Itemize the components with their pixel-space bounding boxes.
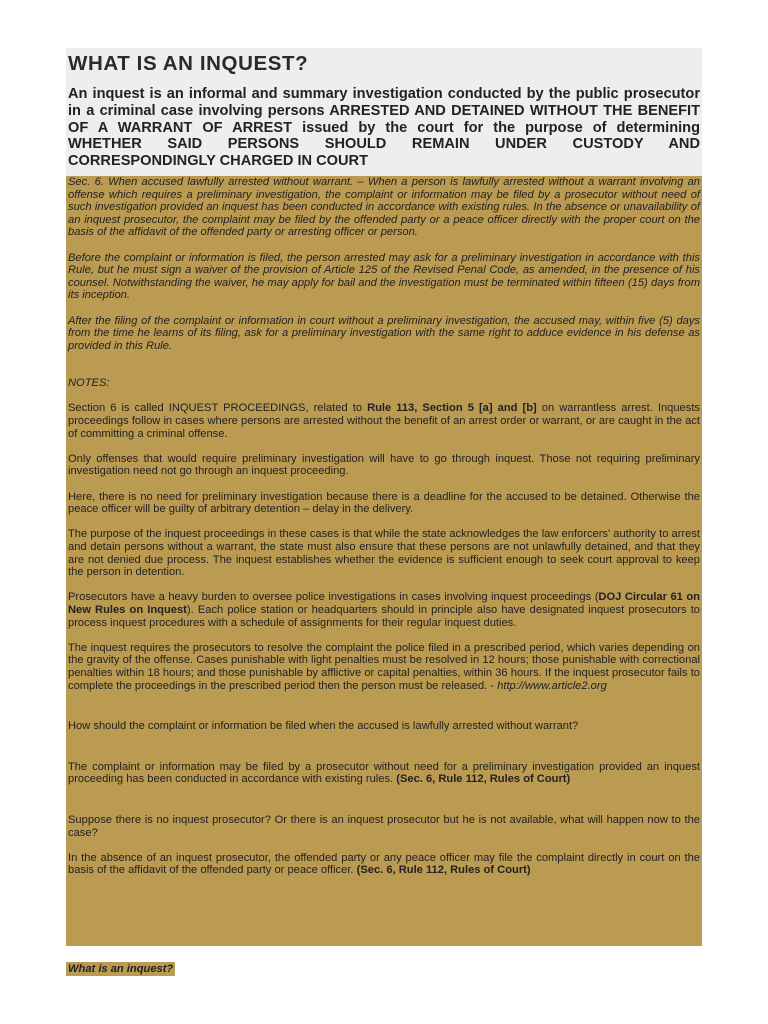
sec6-paragraph-3: After the filing of the complaint or information in court without a preliminary investigation, the accused may, within five (5) days from the time he learns of its filing, ask for a preliminary investigation with the same right to adduce evidence in his defense as provided in this Rule. xyxy=(68,314,700,352)
question-1: How should the complaint or information be filed when the accused is lawfully arrested without warrant? xyxy=(68,720,579,733)
source-link[interactable]: http://www.article2.org xyxy=(497,679,607,692)
answer-1-citation: (Sec. 6, Rule 112, Rules of Court) xyxy=(396,773,571,786)
sec6-paragraph-2: Before the complaint or information is filed, the person arrested may ask for a preliminary investigation in accordance with this Rule, but he must sign a waiver of the provision of Article 125 of the Revised Penal Code, as amended, in the presence of his counsel. Notwithstanding the waiver, he may apply for bail and the investigation must be terminated within fifteen (15) days from its inception. xyxy=(68,251,700,302)
answer-1: The complaint or information may be filed by a prosecutor without need for a preliminary investigation provided an inquest proceeding has been conducted in accordance with existing rules. (Sec. 6, Rule 112, Rules of Court) xyxy=(68,760,700,786)
answer-2: In the absence of an inquest prosecutor, the offended party or any peace officer may file the complaint directly in court on the basis of the affidavit of the offended party or peace officer. (Sec. 6, Rule 112, Rules of Court) xyxy=(68,851,700,877)
answer-2-citation: (Sec. 6, Rule 112, Rules of Court) xyxy=(356,864,531,877)
note-3: Here, there is no need for preliminary investigation because there is a deadline for the accused to be detained. Otherwise the peace officer will be guilty of arbitrary detention – delay in the delivery. xyxy=(68,490,700,516)
title-block xyxy=(66,48,702,176)
notes-label: NOTES: xyxy=(68,377,110,390)
document-page xyxy=(66,48,702,946)
content-body xyxy=(66,176,702,946)
question-2: Suppose there is no inquest prosecutor? Or there is an inquest prosecutor but he is not available, what will happen now to the case? xyxy=(68,813,700,839)
note-5: Prosecutors have a heavy burden to oversee police investigations in cases involving inquest proceedings (DOJ Circular 61 on New Rules on Inquest). Each police station or headquarters should in principle also have designated inquest prosecutors to process inquest procedures with a schedule of assignments for their regular inquest duties. xyxy=(68,591,700,629)
note-6: The inquest requires the prosecutors to resolve the complaint the police filed in a prescribed period, which varies depending on the gravity of the offense. Cases punishable with light penalties must be resolved in 12 hours; those punishable with correctional penalties within 18 hours; and those punishable by afflictive or capital penalties, within 36 hours. If the inquest prosecutor fails to complete the proceedings in the prescribed period then the person must be released. - http://www.article2.org xyxy=(68,641,700,692)
footer-question: What is an inquest? xyxy=(68,963,174,975)
sec6-paragraph-1: Sec. 6. When accused lawfully arrested without warrant. – When a person is lawfully arrested without a warrant involving an offense which requires a preliminary investigation, the complaint or information may be filed by a prosecutor without need of such investigation provided an inquest has been conducted in accordance with existing rules. In the absence or unavailability of an inquest prosecutor, the complaint may be filed by the offended party or a peace officer directly with the proper court on the basis of the affidavit of the offended party or arresting officer or person. xyxy=(68,175,700,239)
rule-reference: Rule 113, Section 5 [a] and [b] xyxy=(367,402,537,415)
lead-definition: An inquest is an informal and summary investigation conducted by the public prosecutor in a criminal case involving persons ARRESTED AND DETAINED WITHOUT THE BENEFIT OF A WARRANT OF ARREST issued by the court for the purpose of determining WHETHER SAID PERSONS SHOULD REMAIN UNDER CUSTODY AND CORRESPONDINGLY CHARGED IN COURT xyxy=(68,86,700,170)
note-2: Only offenses that would require preliminary investigation will have to go through inquest. Those not requiring preliminary investigation need not go through an inquest proceeding. xyxy=(68,452,700,478)
note-4: The purpose of the inquest proceedings in these cases is that while the state acknowledges the law enforcers' authority to arrest and detain persons without a warrant, the state must also ensure that these persons are not unlawfully detained, and that they are not denied due process. The inquest establishes whether the evidence is sufficient enough to seek court approval to keep the person in detention. xyxy=(68,528,700,579)
note-1: Section 6 is called INQUEST PROCEEDINGS, related to Rule 113, Section 5 [a] and [b] on warrantless arrest. Inquests proceedings follow in cases where persons are arrested without the benefit of an arrest order or warrant, or are caught in the act of committing a criminal offense. xyxy=(68,402,700,440)
doj-circular-reference: DOJ Circular 61 on New Rules on Inquest xyxy=(68,591,700,616)
page-title: WHAT IS AN INQUEST? xyxy=(68,52,309,75)
